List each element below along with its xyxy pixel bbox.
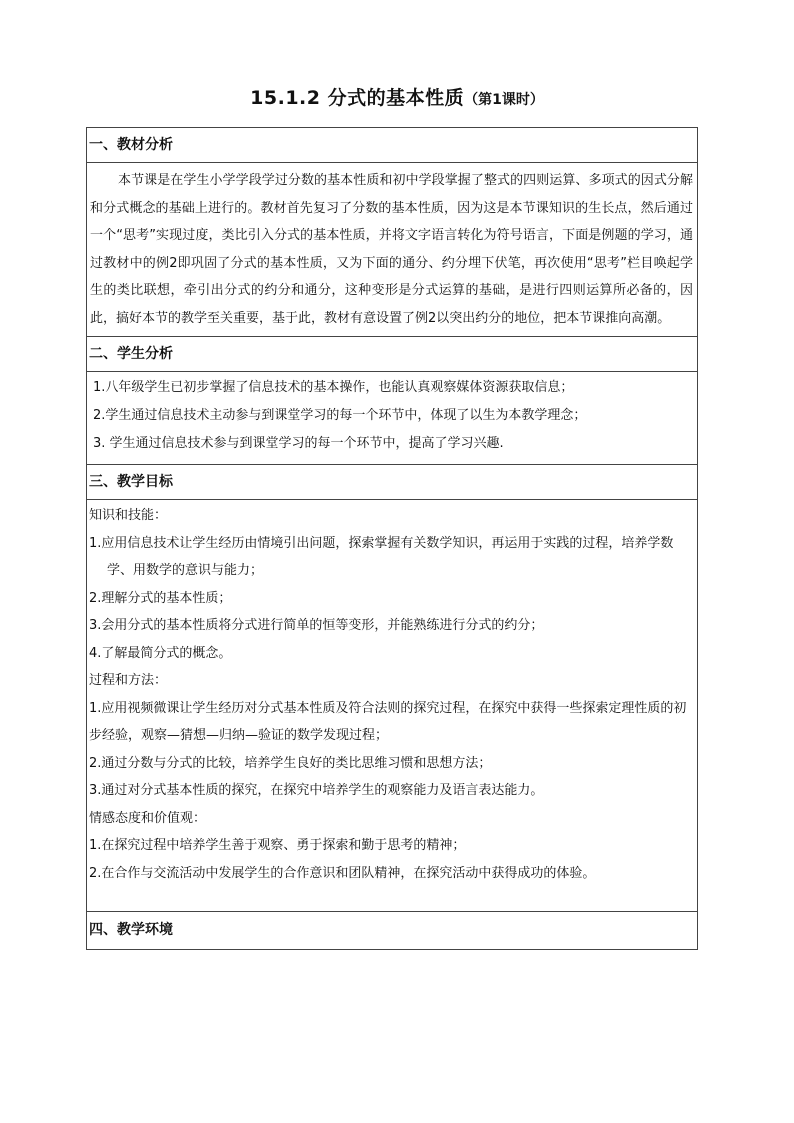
document-title [0, 83, 794, 110]
goal-item: 3.会用分式的基本性质将分式进行简单的恒等变形，并能熟练进行分式的约分； [89, 618, 544, 633]
goal-item: 4.了解最简分式的概念。 [89, 645, 232, 661]
student-item: 3. 学生通过信息技术参与到课堂学习的每一个环节中，提高了学习兴趣. [93, 436, 504, 451]
goal-group-label: 知识和技能： [89, 508, 168, 523]
textbook-analysis-paragraph: 本节课是在学生小学学段学过分数的基本性质和初中学段掌握了整式的四则运算、多项式的因式分解和分式概念的基础上进行的。教材首先复习了分数的基本性质，因为这是本节课知识的生长点，然后通过一个“思考”实现过度，类比引入分式的基本性质，并将文字语言转化为符号语言，下面是例题的学习，通过教材中的例2即巩固了分式的基本性质，又为下面的通分、约分埋下伏笔，再次使用“思考”栏目唤起学生的类比联想，牵引出分式的约分和通分，这种变形是分式运算的基础，是进行四则运算所必备的，因此，搞好本节的教学至关重要，基于此，教材有意设置了例2以突出约分的地位，把本节课推向高潮。 [90, 173, 693, 326]
student-item: 1.八年级学生已初步掌握了信息技术的基本操作，也能认真观察媒体资源获取信息； [93, 380, 574, 395]
title-lesson-note: （第1课时） [464, 92, 544, 108]
goal-item: 2.通过分数与分式的比较，培养学生良好的类比思维习惯和思想方法； [89, 755, 492, 771]
goal-item: 1.在探究过程中培养学生善于观察、勇于探索和勤于思考的精神； [89, 838, 466, 853]
student-item: 2.学生通过信息技术主动参与到课堂学习的每一个环节中，体现了以生为本教学理念； [93, 408, 587, 423]
goal-group-label: 过程和方法： [89, 673, 168, 688]
section-body-students [87, 372, 697, 465]
lesson-plan-table [86, 127, 698, 950]
section-heading-students: 二、学生分析 [87, 337, 697, 372]
section-heading-environment: 四、教学环境 [89, 922, 173, 938]
section-body-goals [87, 500, 697, 912]
title-main: 15.1.2 分式的基本性质 [250, 87, 465, 109]
goal-item: 2.理解分式的基本性质； [89, 590, 232, 606]
goal-item: 1.应用信息技术让学生经历由情境引出问题，探索掌握有关数学知识，再运用于实践的过程，培养学数学、用数学的意识与能力； [89, 535, 674, 578]
goal-item: 1.应用视频微课让学生经历对分式基本性质及符合法则的探究过程，在探究中获得一些探索定理性质的初步经验，观察—猜想—归纳—验证的数学发现过程； [89, 700, 687, 743]
section-heading-goals: 三、教学目标 [87, 465, 697, 500]
section-heading-textbook: 一、教材分析 [87, 128, 697, 163]
goal-item: 3.通过对分式基本性质的探究，在探究中培养学生的观察能力及语言表达能力。 [89, 783, 544, 798]
section-body-textbook [87, 163, 697, 337]
goal-item: 2.在合作与交流活动中发展学生的合作意识和团队精神，在探究活动中获得成功的体验。 [89, 865, 596, 881]
goal-group-label: 情感态度和价值观： [89, 810, 207, 826]
